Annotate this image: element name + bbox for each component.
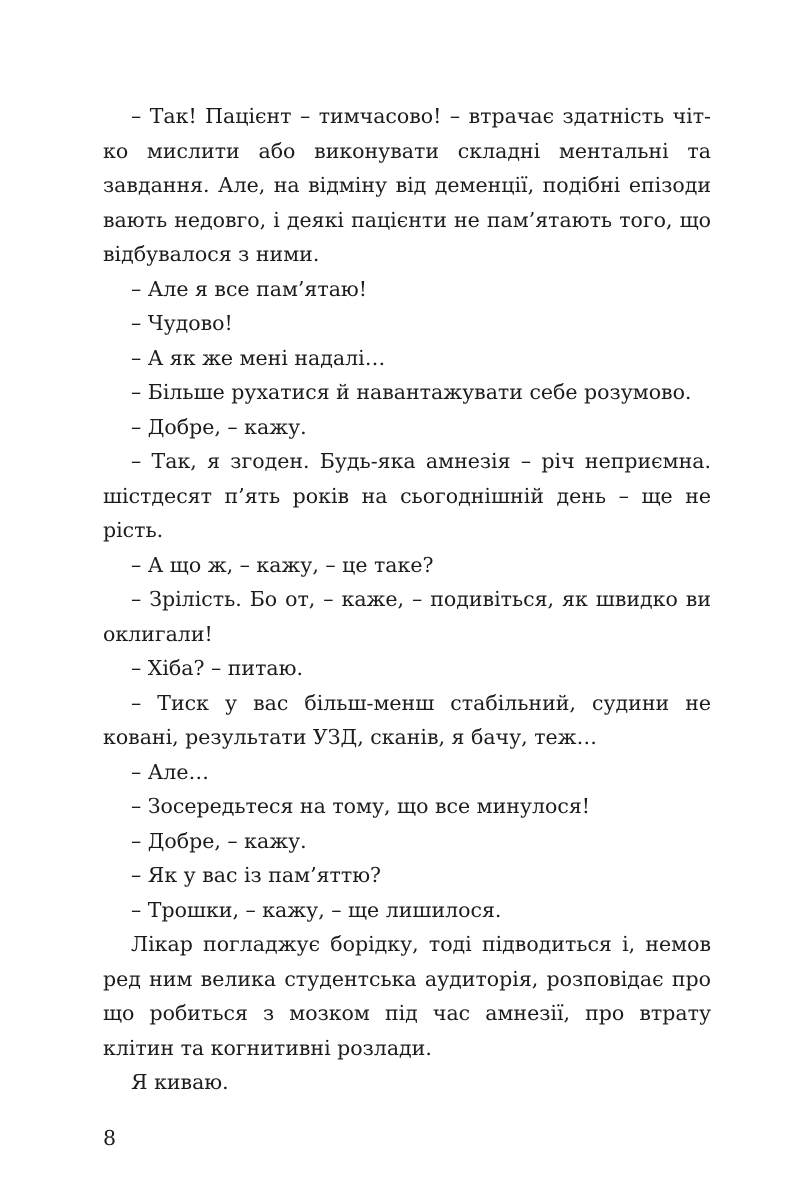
text-line: ковані, результати УЗД, сканів, я бачу, теж… xyxy=(103,725,598,749)
text-line: – Добре, – кажу. xyxy=(131,828,307,853)
text-line: оклигали! xyxy=(103,621,213,646)
text-line: Лікар погладжує борідку, тоді підводиться і, немов xyxy=(131,932,711,956)
text-line: – Чудово! xyxy=(131,311,233,335)
text-line: – Але я все пам’ятаю! xyxy=(131,276,368,301)
text-line: рість. xyxy=(103,518,164,542)
text-line: – Так! Пацієнт – тимчасово! – втрачає здатність чіт- xyxy=(131,104,711,128)
text-line: – Трошки, – кажу, – ще лишилося. xyxy=(131,897,502,922)
text-line: ко мислити або виконувати складні ментальні та xyxy=(103,138,711,163)
text-line: – Хіба? – питаю. xyxy=(131,656,304,680)
text-line: ред ним велика студентська аудиторія, розповідає про xyxy=(103,966,711,991)
text-line: що робиться з мозком під час амнезії, про втрату xyxy=(103,1001,711,1025)
text-line: – Як у вас із пам’яттю? xyxy=(131,863,382,887)
text-line: відбувалося з ними. xyxy=(103,242,320,266)
body-text xyxy=(103,99,711,1100)
text-line: – Більше рухатися й навантажувати себе розумово. xyxy=(131,380,692,404)
text-line: – Зосередьтеся на тому, що все минулося! xyxy=(131,794,590,818)
text-line: – Тиск у вас більш-менш стабільний, судини не xyxy=(131,690,711,715)
text-line: Я киваю. xyxy=(131,1070,229,1094)
text-line: – Так, я згоден. Будь-яка амнезія – річ неприємна. xyxy=(131,449,711,473)
page-number: 8 xyxy=(103,1126,117,1150)
text-line: завдання. Але, на відміну від деменції, подібні епізоди xyxy=(103,173,711,197)
text-line: – Але… xyxy=(131,759,209,784)
text-line: – Добре, – кажу. xyxy=(131,414,307,439)
text-line: – А як же мені надалі… xyxy=(131,345,386,370)
text-line: – Зрілість. Бо от, – каже, – подивіться, як швидко ви xyxy=(131,587,711,611)
text-line: шістдесят п’ять років на сьогоднішній день – ще не xyxy=(103,483,711,508)
text-line: вають недовго, і деякі пацієнти не пам’ятають того, що xyxy=(103,207,711,232)
text-line: клітин та когнитивні розлади. xyxy=(103,1035,432,1060)
text-line: – А що ж, – кажу, – це таке? xyxy=(131,552,434,577)
